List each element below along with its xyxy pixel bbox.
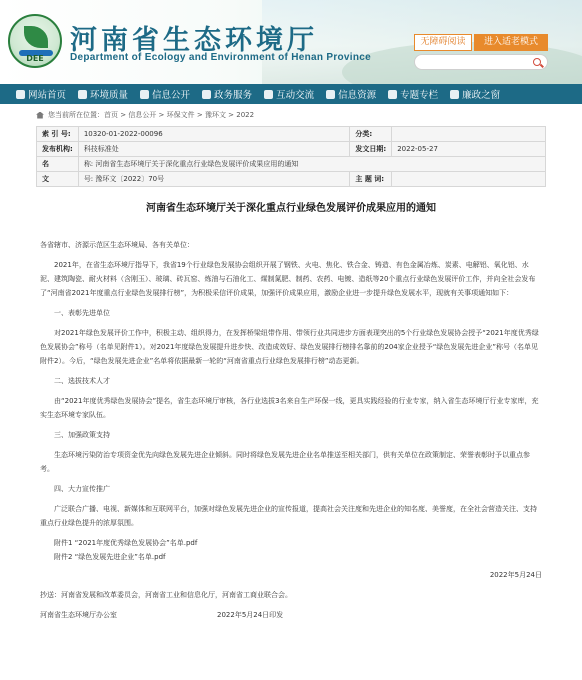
nav-item-integrity-window[interactable] bbox=[450, 87, 500, 101]
index-value: 10320-01-2022-00096 bbox=[78, 127, 350, 142]
section-1-body: 对2021年绿色发展评价工作中，积极主动、组织得力，在发挥桥梁纽带作用、带领行业共同进步方面表现突出的5个行业绿色发展协会授予“2021年度优秀绿色发展协会”称号（名单见附件1）。对2021年度绿色发展提升进步快、改造成效好、绿色发展排行榜排名靠前的204家企业授予“绿色发展先进企业”称号（名单见附件2）。今后，“绿色发展先进企业”名单将依据最新一轮的“河南省重点行业绿色发展排行榜”动态更新。 bbox=[40, 329, 539, 365]
document-number-value: 号: 豫环文〔2022〕70号 bbox=[78, 172, 350, 187]
breadcrumb-text[interactable]: 您当前所在位置：首页 > 信息公开 > 环保文件 > 豫环文 > 2022 bbox=[48, 111, 255, 119]
name-label: 名 bbox=[37, 157, 79, 172]
accessible-reading-button[interactable]: 无障碍阅读 bbox=[414, 34, 472, 51]
breadcrumb bbox=[36, 108, 546, 122]
print-date: 2022年5月24日印发 bbox=[217, 611, 284, 619]
document-metadata-table bbox=[36, 126, 546, 187]
home-icon bbox=[16, 90, 25, 99]
document-number-label: 文 bbox=[37, 172, 79, 187]
shield-icon bbox=[450, 90, 459, 99]
nav-item-home[interactable] bbox=[16, 87, 66, 101]
topic-icon bbox=[388, 90, 397, 99]
section-3-body: 生态环境污染防治专项资金优先向绿色发展先进企业倾斜。同时将绿色发展先进企业名单推送至相关部门，供有关单位在政策制定、荣誉表彰时予以重点参考。 bbox=[40, 451, 530, 473]
nav-item-label: 互动交流 bbox=[276, 90, 315, 101]
intro-paragraph: 2021年，在省生态环境厅指导下，我省19个行业绿色发展协会组织开展了钢铁、火电、焦化、铁合金、铸造、有色金属冶炼、炭素、电解铝、氧化铝、水泥、建筑陶瓷、耐火材料（含刚玉）、玻璃、砖瓦窑、炼油与石油化工、煤制氮肥、制药、农药、电镀、造纸等20个重点行业绿色发展评价工作，并向全社会发布了“河南省2021年度重点行业绿色发展排行榜”，为积极采信评价成果，加强评价成果应用，激励企业进一步提升绿色发展水平，现就有关事项通知如下： bbox=[40, 261, 536, 297]
nav-item-label: 专题专栏 bbox=[400, 90, 439, 101]
main-nav bbox=[0, 84, 582, 104]
issuing-office: 河南省生态环境厅办公室 bbox=[40, 611, 117, 619]
publisher-label: 发布机构: bbox=[37, 142, 79, 157]
sign-date: 2022年5月24日 bbox=[489, 571, 542, 579]
category-value bbox=[392, 127, 546, 142]
index-label: 索 引 号: bbox=[37, 127, 79, 142]
nav-item-government-service[interactable] bbox=[202, 87, 252, 101]
section-3-title: 三、加强政策支持 bbox=[54, 431, 110, 439]
nav-item-label: 信息资源 bbox=[338, 90, 377, 101]
chat-icon bbox=[264, 90, 273, 99]
nav-item-label: 廉政之窗 bbox=[462, 90, 501, 101]
database-icon bbox=[326, 90, 335, 99]
subject-label: 主 题 词: bbox=[350, 172, 392, 187]
nav-item-label: 环境质量 bbox=[90, 90, 129, 101]
site-title[interactable]: 河南省生态环境厅 bbox=[70, 25, 318, 56]
nav-item-label: 政务服务 bbox=[214, 90, 253, 101]
section-4-body: 广泛联合广播、电视、新媒体和互联网平台，加强对绿色发展先进企业的宣传报道，提高社会关注度和先进企业的知名度、美誉度，在全社会营造关注、支持重点行业绿色提升的浓厚氛围。 bbox=[40, 505, 537, 527]
section-1-title: 一、表彰先进单位 bbox=[54, 309, 110, 317]
nav-item-label: 网站首页 bbox=[28, 90, 67, 101]
service-icon bbox=[202, 90, 211, 99]
section-2-title: 二、选拔技术人才 bbox=[54, 377, 110, 385]
nav-item-special-topics[interactable] bbox=[388, 87, 438, 101]
issue-date-value: 2022-05-27 bbox=[392, 142, 546, 157]
chart-icon bbox=[78, 90, 87, 99]
site-subtitle: Department of Ecology and Environment of Henan Province bbox=[70, 52, 371, 63]
publisher-value: 科技标准处 bbox=[78, 142, 350, 157]
home-icon bbox=[36, 112, 44, 119]
nav-item-label: 信息公开 bbox=[152, 90, 191, 101]
subject-value bbox=[392, 172, 546, 187]
document-icon bbox=[140, 90, 149, 99]
name-value: 称: 河南省生态环境厅关于深化重点行业绿色发展评价成果应用的通知 bbox=[78, 157, 545, 172]
search-icon[interactable] bbox=[533, 58, 541, 66]
department-logo-icon[interactable] bbox=[8, 14, 62, 68]
document-body bbox=[36, 202, 546, 622]
issue-date-label: 发文日期: bbox=[350, 142, 392, 157]
section-2-body: 由“2021年度优秀绿色发展协会”提名，省生态环境厅审核，各行业选拔3名来自生产环保一线，更具实践经验的行业专家，纳入省生态环境厅行业专家库，充实生态环境专家队伍。 bbox=[40, 397, 539, 419]
leaf-icon bbox=[24, 26, 48, 48]
nav-item-interaction[interactable] bbox=[264, 87, 314, 101]
document-title: 河南省生态环境厅关于深化重点行业绿色发展评价成果应用的通知 bbox=[146, 203, 436, 214]
category-label: 分类: bbox=[350, 127, 392, 142]
nav-item-information-disclosure[interactable] bbox=[140, 87, 190, 101]
attachment-2-link[interactable]: 附件2 “绿色发展先进企业”名单.pdf bbox=[54, 553, 166, 561]
attachment-1-link[interactable]: 附件1 “2021年度优秀绿色发展协会”名单.pdf bbox=[54, 539, 198, 547]
issuance-line bbox=[40, 608, 542, 622]
salutation: 各省辖市、济源示范区生态环境局、各有关单位： bbox=[40, 241, 194, 249]
elder-mode-button[interactable]: 进入适老模式 bbox=[474, 34, 548, 51]
cc-line: 抄送：河南省发展和改革委员会，河南省工业和信息化厅，河南省工商业联合会。 bbox=[40, 591, 292, 599]
nav-item-environment-quality[interactable] bbox=[78, 87, 128, 101]
nav-item-information-resources[interactable] bbox=[326, 87, 376, 101]
logo-text: DEE bbox=[26, 54, 44, 63]
site-header bbox=[0, 0, 582, 84]
search-input[interactable] bbox=[414, 54, 548, 70]
section-4-title: 四、大力宣传推广 bbox=[54, 485, 110, 493]
